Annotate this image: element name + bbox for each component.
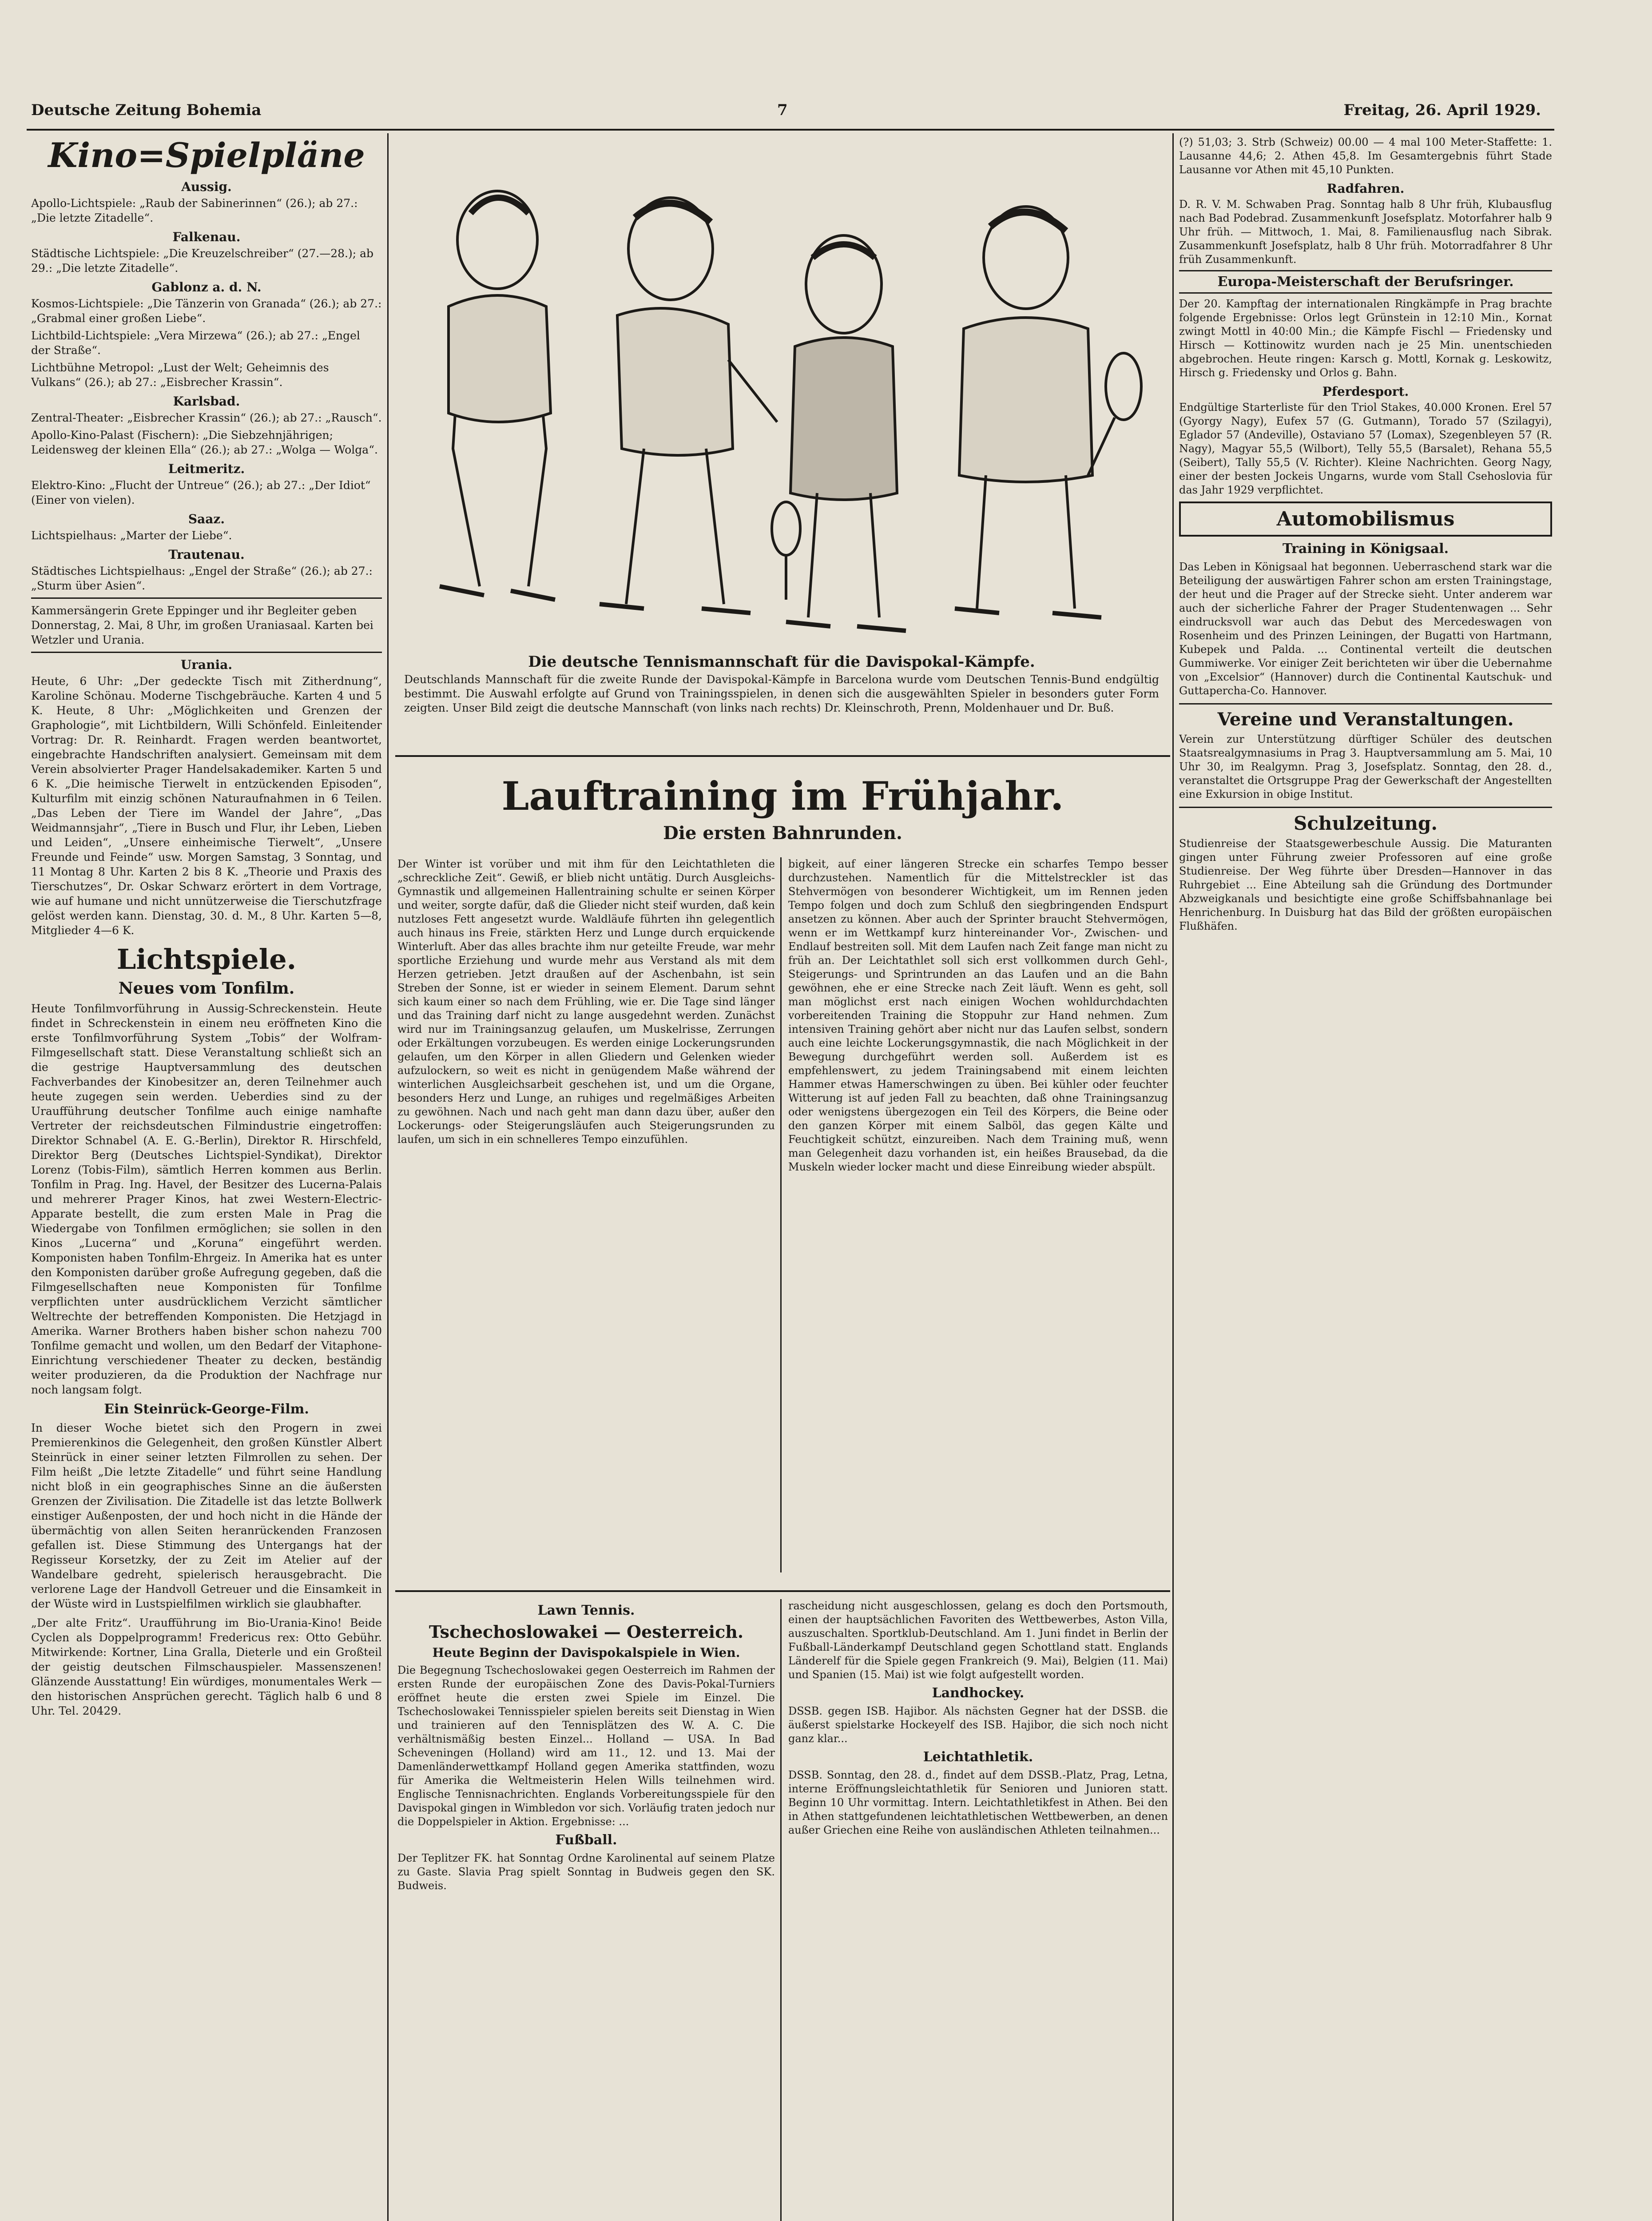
kino-title: Kino=Spielpläne <box>48 135 365 175</box>
landhockey-heading: Landhockey. <box>932 1685 1025 1701</box>
sportklub-text: rascheidung nicht ausgeschlossen, gelang es doch den Portsmouth, einen der hauptsächlichen Favoriten des Wettbewerbes, Aston Villa, auszuschalten. Sportklub-Deutschland. Am 1. Juni findet in Berlin der Fußball-Länderkampf Deutschland gegen Schottland statt. Englands Länderelf für die Spiele gegen Frankreich (9. Mai), Belgien (11. Mai) und Spanien (15. Mai) ist wie folgt aufgestellt worden. <box>788 1600 1168 1681</box>
fussball-text: Der Teplitzer FK. hat Sonntag Ordne Karolinental auf seinem Platze zu Gaste. Slavia Prag spielt Sonntag in Budweis gegen den SK. Budweis. <box>397 1852 775 1892</box>
kino-listing: Kosmos-Lichtspiele: „Die Tänzerin von Granada“ (26.); ab 27.: „Grabmal einer großen Liebe“. <box>31 297 382 325</box>
kino-column <box>31 135 382 2221</box>
tennis-divider <box>780 1599 782 2221</box>
schulzeitung-text: Studienreise der Staatsgewerbeschule Aussig. Die Maturanten gingen unter Führung zweier Professoren auf eine große Studienreise. Der Weg führte über Dresden—Hannover in das Ruhrgebiet ... Eine Abteilung sah die Gründung des Dortmunder Abzweigkanals und besichtigte eine große Schiffsbahnanlage bei Henrichenburg. In Duisburg hat das Bild der größten europäischen Flußhäfen. <box>1179 837 1552 932</box>
steinrueck-heading: Ein Steinrück-George-Film. <box>104 1401 309 1417</box>
tennis-illustration <box>395 138 1168 728</box>
kino-listing: Zentral-Theater: „Eisbrecher Krassin“ (26.); ab 27.: „Rausch“. <box>31 411 382 424</box>
kammersaenger-notice: Kammersängerin Grete Eppinger und ihr Begleiter geben Donnerstag, 2. Mai, 8 Uhr, im großen Uraniasaal. Karten bei Wetzler und Urania. <box>31 604 373 646</box>
landhockey-text: DSSB. gegen ISB. Hajibor. Als nächsten Gegner hat der DSSB. die äußerst spielstarke Hockeyelf des ISB. Hajibor, die sich noch nicht ganz klar... <box>788 1705 1168 1745</box>
kino-listing: Städtisches Lichtspielhaus: „Engel der Straße“ (26.); ab 27.: „Sturm über Asien“. <box>31 565 373 592</box>
illustration-rule <box>395 755 1170 757</box>
kino-listing: Lichtbild-Lichtspiele: „Vera Mirzewa“ (26.); ab 27.: „Engel der Straße“. <box>31 329 360 357</box>
lawn-tennis-heading: Lawn Tennis. <box>537 1603 635 1618</box>
schulzeitung-heading: Schulzeitung. <box>1179 807 1552 834</box>
automobilismus-heading: Automobilismus <box>1179 502 1552 537</box>
illustration-caption-text: Deutschlands Mannschaft für die zweite Runde der Davispokal-Kämpfe in Barcelona wurde vom Deutschen Tennis-Bund endgültig bestimmt. Die Auswahl erfolgte auf Grund von Trainingsspielen, in denen sich die ausgewählten Spieler in besonders guter Form zeigten. Unser Bild zeigt die deutsche Mannschaft (von links nach rechts) Dr. Kleinschroth, Prenn, Moldenhauer und Dr. Buß. <box>404 673 1159 714</box>
notice-separator <box>31 652 382 653</box>
vereine-text: Verein zur Unterstützung dürftiger Schüler des deutschen Staatsrealgymnasiums in Prag 3. Hauptversammlung am 5. Mai, 10 Uhr 30, im Realgymn. Prag 3, Josefsplatz. Sonntag, den 28. d., veranstaltet die Ortsgruppe Prag der Gewerkschaft der Angestellten eine Exkursion in obige Institut. <box>1179 733 1552 800</box>
sport-news <box>788 1599 1168 2221</box>
lauftraining-divider <box>780 857 782 1572</box>
ringer-text: Der 20. Kampftag der internationalen Ringkämpfe in Prag brachte folgende Ergebnisse: Orlos legt Grünstein in 12:10 Min., Kornat zwingt Mottl in 40:00 Min.; die Kämpfe Fischl — Friedensky und Hirsch — Kottinowitz wurden nach je 25 Min. unentschieden abgebrochen. Heute ringen: Karsch g. Mottl, Kornak g. Leskowitz, Hirsch g. Friedensky und Orlos g. Bahn. <box>1179 298 1552 379</box>
lichtspiele-text: Heute Tonfilmvorführung in Aussig-Schreckenstein. Heute findet in Schreckenstein in einem neu eröffneten Kino die erste Tonfilmvorführung System „Tobis“ der Wolfram-Filmgesellschaft statt. Diese Veranstaltung schließt sich an die gestrige Hauptversammlung des deutschen Fachverbandes der Kinobesitzer an, deren Teilnehmer auch heute zugegen sein werden. Ueberdies sind zu der Uraufführung deutscher Tonfilme auch einige namhafte Vertreter der reichsdeutschen Filmindustrie eingetroffen: Direktor Schnabel (A. E. G.-Berlin), Direktor R. Hirschfeld, Direktor Berg (Deutsches Lichtspiel-Syndikat), Direktor Lorenz (Tobis-Film), sämtlich Herren kommen aus Berlin. Tonfilm in Prag. Ing. Havel, der Besitzer des Lucerna-Palais und mehrerer Prager Kinos, hat zwei Western-Electric-Apparate bestellt, die zum ersten Male in Prag die Wiedergabe von Tonfilmen ermöglichen; sie sollen in den Kinos „Lucerna“ und „Koruna“ eingeführt werden. Komponisten haben Tonfilm-Ehrgeiz. In Amerika hat es unter den Komponisten darüber große Aufregung gegeben, daß die Filmgesellschaften neue Komponisten für Tonfilme verpflichten unter ausdrücklichem Verzicht sämtlicher Weltrechte der betreffenden Komponisten. Die Hetzjagd in Amerika. Warner Brothers haben bisher schon nahezu 700 Tonfilme gemacht und wollen, um den Bedarf der Vitaphone-Einrichtung verschiedener Theater zu decken, beständig weiter produzieren, da die Produktion der Nachfrage nur noch langsam folgt. <box>31 1002 382 1396</box>
radfahren-heading: Radfahren. <box>1326 181 1405 196</box>
kino-city-heading: Aussig. <box>181 179 232 194</box>
kino-listings <box>31 179 382 593</box>
lauftraining-column-1: Der Winter ist vorüber und mit ihm für den Leichtathleten die „schreckliche Zeit“. Gewiß, er blieb nicht untätig. Durch Ausgleichs-Gymnastik und allgemeinen Hallentraining schulte er seinen Körper und weiter, sorgte dafür, daß die Glieder nicht steif wurden, daß kein nutzloses Fett angesetzt wurde. Waldläufe führten ihn gelegentlich auch hinaus ins Freie, stärkten Herz und Lunge durch erquickende Winterluft. Aber das alles brachte ihm nur geteilte Freude, war mehr sportliche Erziehung und wurde mehr aus Verstand als mit dem Herzen getrieben. Jetzt draußen auf der Aschenbahn, ist sein Streben der Sonne, ist er wieder in seinem Element. Darum sehnt sich kaum einer so nach dem Frühling, wie er. Die Tage sind länger und das Training darf nicht zu lange ausgedehnt werden. Zunächst wird nur im Trainingsanzug gelaufen, um Muskelrisse, Zerrungen oder Erkältungen vorzubeugen. Es werden einige Lockerungsrunden gelaufen, um den Körper in allen Gliedern und Gelenken wieder aufzulockern, so weit es nicht in genügendem Maße während der winterlichen Ausgleichsarbeit geschehen ist, und um die Organe, besonders Herz und Lunge, an ruhiges und regelmäßiges Arbeiten zu gewöhnen. Nach und nach geht man dann dazu über, außer den Lockerungs- oder Steigerungsläufen auch Steigerungsrunden zu laufen, um sich in ein schnelleres Tempo einzufühlen. <box>397 858 775 1146</box>
lauftraining-column-2: bigkeit, auf einer längeren Strecke ein scharfes Tempo besser durchzustehen. Namentlich für die Mittelstreckler ist das Stehvermögen von besonderer Wichtigkeit, um im Rennen jeden Tempo folgen und doch zum Schluß den siegbringenden Endspurt ansetzen zu können. Aber auch der Sprinter braucht Stehvermögen, wenn er im Wettkampf kurz hintereinander Vor-, Zwischen- und Endlauf bestreiten soll. Mit dem Laufen nach Zeit fange man nicht zu früh an. Der Leichtathlet soll sich erst vollkommen durch Gehl-, Steigerungs- und Sprintrunden an das Laufen und an die Bahn gewöhnen, ehe er eine Strecke nach Zeit läuft. Wenn es geht, soll man möglichst erst nach einigen Wochen wohldurchdachten vorbereitenden Training die Stoppuhr zur Hand nehmen. Zum intensiven Training gehört aber nicht nur das Laufen selbst, sondern auch eine leichte Lockerungsgymnastik, die nach Möglichkeit in der Bewegung durchgeführt werden soll. Außerdem ist es empfehlenswert, zu jedem Trainingsabend mit einem leichten Hammer etwas Hamerschwingen zu üben. Bei kühler oder feuchter Witterung ist auf jeden Fall zu beachten, daß ohne Trainingsanzug oder wenigstens übergezogen ein Teil des Körpers, die Beine oder den ganzen Körper mit einem Salböl, das gegen Kälte und Feuchtigkeit schützt, einzureiben. Nach dem Training muß, wenn man Gelegenheit dazu vorhanden ist, ein heißes Brausebad, da die Muskeln wieder locker macht und diese Einreibung wieder abspült. <box>788 858 1168 1173</box>
kino-listing: Elektro-Kino: „Flucht der Untreue“ (26.); ab 27.: „Der Idiot“ (Einer von vielen). <box>31 479 371 506</box>
kino-city-heading: Leitmeritz. <box>168 462 245 476</box>
masthead-page-number: 7 <box>777 101 788 119</box>
tennis-text: Die Begegnung Tschechoslowakei gegen Oesterreich im Rahmen der ersten Runde der europäischen Zone des Davis-Pokal-Turniers eröffnet heute die ersten zwei Spiele im Einzel. Die Tschechoslowakei Tennisspieler spielen bereits seit Dienstag in Wien und trainieren auf den Tennisplätzen des W. A. C. Die verhältnismäßig besten Einzel... Holland — USA. In Bad Scheveningen (Holland) wird am 11., 12. und 13. Mai der Damenländerwettkampf Holland gegen Amerika stattfinden, wozu für Amerika die Weltmeisterin Helen Wills teilnehmen wird. Englische Tennisnachrichten. Englands Vorbereitungsspiele für den Davispokal gingen in Wimbledon vor sich. Vorläufig traten jedoch nur die Doppelspieler in Aktion. Ergebnisse: ... <box>397 1664 775 1828</box>
urania-text: Heute, 6 Uhr: „Der gedeckte Tisch mit Zitherdnung“, Karoline Schönau. Moderne Tischgebräuche. Karten 4 und 5 K. Heute, 8 Uhr: „Möglichkeiten und Grenzen der Graphologie“, mit Lichtbildern, Willi Schönfeld. Einleitender Vortrag: Dr. R. Reinhardt. Fragen werden beantwortet, eingebrachte Handschriften analysiert. Gemeinsam mit dem Verein absolvierter Prager Handelsakademiker. Karten 5 und 6 K. „Die heimische Tierwelt in entzückenden Episoden“, Kulturfilm mit einzig schönen Naturaufnahmen in 6 Teilen. „Das Leben der Tiere im Wandel der Jahre“, „Das Weidmannsjahr“, „Tiere in Busch und Flur, ihr Leben, Lieben und Leiden“, „Unsere einheimische Tierwelt“, „Unsere Freunde und Feinde“ usw. Morgen Samstag, 3 Sonntag, und 11 Montag 8 Uhr. Karten 2 bis 8 K. „Theorie und Praxis des Tierschutzes“, Dr. Oskar Schwarz erörtert in dem Vortrage, wie auf humane und nicht unnützerweise die Tierschutzfrage gelöst werden kann. Dienstag, 30. d. M., 8 Uhr. Karten 5—8, Mitglieder 4—6 K. <box>31 675 382 937</box>
lauftraining-subtitle: Die ersten Bahnrunden. <box>663 823 902 844</box>
kino-separator <box>31 597 382 599</box>
pferdesport-text: Endgültige Starterliste für den Triol Stakes, 40.000 Kronen. Erel 57 (Gyorgy Nagy), Eufex 57 (G. Gutmann), Torado 57 (Szilagyi), Eglador 57 (Andeville), Ostaviano 57 (Lomax), Szegenbleyen 57 (R. Nagy), Magyar 55,5 (Wilbort), Telly 55,5 (Barsalet), Rehana 55,5 (Seibert), Tally 55,5 (V. Richter). Kleine Nachrichten. Georg Nagy, einer der besten Jockeis Ungarns, wurde vom Stall Csehoslovia für das Jahr 1929 verpflichtet. <box>1179 401 1552 496</box>
automobilismus-text: Das Leben in Königsaal hat begonnen. Ueberraschend stark war die Beteiligung der auswärtigen Fahrer schon am ersten Trainingstage, der heut und die Prager auf der Strecke sieht. Unter anderem war auch der sicherliche Fahrer der Prager Studentenwagen ... Sehr eindrucksvoll war auch das Debut des Mercedeswagen von Rosenheim und des Prinzen Leiningen, der Bugatti von Hartmann, Kubepek und Palda. ... Continental verteilt die deutschen Gummiwerke. Vor einiger Zeit berichteten wir über die Uebernahme von „Excelsior“ (Hannover) durch die Continental Kautschuk- und Guttapercha-Co. Hannover. <box>1179 561 1552 697</box>
lichtspiele-title: Lichtspiele. <box>116 943 297 975</box>
kino-listing: Apollo-Lichtspiele: „Raub der Sabinerinnen“ (26.); ab 27.: „Die letzte Zitadelle“. <box>31 197 358 224</box>
lichtspiele-subtitle: Neues vom Tonfilm. <box>118 979 295 998</box>
column-divider-left <box>387 133 389 2221</box>
kino-city-heading: Falkenau. <box>172 230 241 244</box>
kino-city-heading: Trautenau. <box>168 547 245 562</box>
athletics-results: (?) 51,03; 3. Strb (Schweiz) 00.00 — 4 mal 100 Meter-Staffette: 1. Lausanne 44,6; 2. Athen 45,8. Im Gesamtergebnis führt Stade Lausanne vor Athen mit 45,10 Punkten. <box>1179 136 1552 176</box>
masthead-date: Freitag, 26. April 1929. <box>1343 101 1541 119</box>
urania-heading: Urania. <box>180 657 233 672</box>
fussball-heading: Fußball. <box>555 1832 617 1848</box>
steinrueck-text: In dieser Woche bietet sich den Progern in zwei Premierenkinos die Gelegenheit, den großen Künstler Albert Steinrück in einer seiner letzten Filmrollen zu sehen. Der Film heißt „Die letzte Zitadelle“ und führt seine Handlung nicht bloß in ein geographisches Sinne an die äußersten Grenzen der Zivilisation. Die Zitadelle ist das letzte Bollwerk einstiger Außenposten, der und hoch nicht in die Hände der übermächtig von allen Seiten heranrückenden Franzosen gefallen ist. Diese Stimmung des Untergangs hat der Regisseur Korsetzky, der zu Zeit im Atelier auf der Wandelbare gedreht, spielerisch herausgebracht. Die verlorene Lage der Handvoll Getreuer und die Einsamkeit in der Wüste wird in Lustspielfilmen wirklich sie glaubhafter. <box>31 1421 382 1610</box>
automobilismus-subtitle: Training in Königsaal. <box>1282 541 1449 557</box>
lauftraining-article <box>397 764 1168 1586</box>
tennis-title: Tschechoslowakei — Oesterreich. <box>429 1622 744 1642</box>
kino-city-heading: Gablonz a. d. N. <box>151 280 262 295</box>
kino-city-heading: Saaz. <box>188 512 225 526</box>
kino-listing: Apollo-Kino-Palast (Fischern): „Die Siebzehnjährigen; Leidensweg der kleinen Ella“ (26.); ab 27.: „Wolga — Wolga“. <box>31 429 378 456</box>
sport-column <box>1179 135 1552 2221</box>
column-divider-right <box>1172 133 1174 2221</box>
kino-city-heading: Karlsbad. <box>173 394 240 409</box>
kino-listing: Lichtbühne Metropol: „Lust der Welt; Geheimnis des Vulkans“ (26.); ab 27.: „Eisbrecher Krassin“. <box>31 361 329 389</box>
pferdesport-heading: Pferdesport. <box>1322 384 1409 399</box>
radfahren-text: D. R. V. M. Schwaben Prag. Sonntag halb 8 Uhr früh, Klubausflug nach Bad Podebrad. Zusammenkunft Josefsplatz. Motorfahrer halb 9 Uhr früh. — Mittwoch, 1. Mai, 8. Familienausflug nach Sibrak. Zusammenkunft Josefsplatz, halb 8 Uhr früh. Motorradfahrer 8 Uhr früh Zusammenkunft. <box>1179 198 1552 266</box>
masthead-paper-name: Deutsche Zeitung Bohemia <box>31 101 262 119</box>
tennis-subtitle: Heute Beginn der Davispokalspiele in Wien. <box>432 1645 740 1660</box>
tennis-players-drawing <box>395 138 1168 728</box>
leichtathletik-text: DSSB. Sonntag, den 28. d., findet auf dem DSSB.-Platz, Prag, Letna, interne Eröffnungsleichtathletik für Senioren und Junioren statt. Beginn 10 Uhr vormittag. Intern. Leichtathletikfest in Athen. Bei den in Athen stattgefundenen leichtathletischen Wettbewerben, an denen außer Griechen eine Reihe von ausländischen Athleten teilnahmen... <box>788 1769 1168 1836</box>
vereine-heading: Vereine und Veranstaltungen. <box>1179 703 1552 730</box>
illustration-caption-title: Die deutsche Tennismannschaft für die Davispokal-Kämpfe. <box>528 653 1035 671</box>
article-end-rule <box>395 1590 1170 1592</box>
lauftraining-title: Lauftraining im Frühjahr. <box>501 773 1064 819</box>
leichtathletik-heading: Leichtathletik. <box>923 1749 1033 1765</box>
ringer-heading: Europa-Meisterschaft der Berufsringer. <box>1179 270 1552 294</box>
masthead <box>31 101 1541 126</box>
kino-listing: Lichtspielhaus: „Marter der Liebe“. <box>31 529 232 542</box>
tennis-news <box>397 1599 775 2221</box>
masthead-rule <box>27 129 1554 131</box>
urania-kino-text: „Der alte Fritz“. Uraufführung im Bio-Urania-Kino! Beide Cyclen als Doppelprogramm! Fredericus rex: Otto Gebühr. Mitwirkende: Kortner, Lina Gralla, Dieterle und ein Großteil der geistig deutschen Filmschauspieler. Massenszenen! Glänzende Ausstattung! Ein würdiges, monumentales Werk — den historischen Ansprüchen gerecht. Täglich halb 6 und 8 Uhr. Tel. 20429. <box>31 1616 382 1717</box>
kino-listing: Städtische Lichtspiele: „Die Kreuzelschreiber“ (27.—28.); ab 29.: „Die letzte Zitadelle“. <box>31 247 373 275</box>
